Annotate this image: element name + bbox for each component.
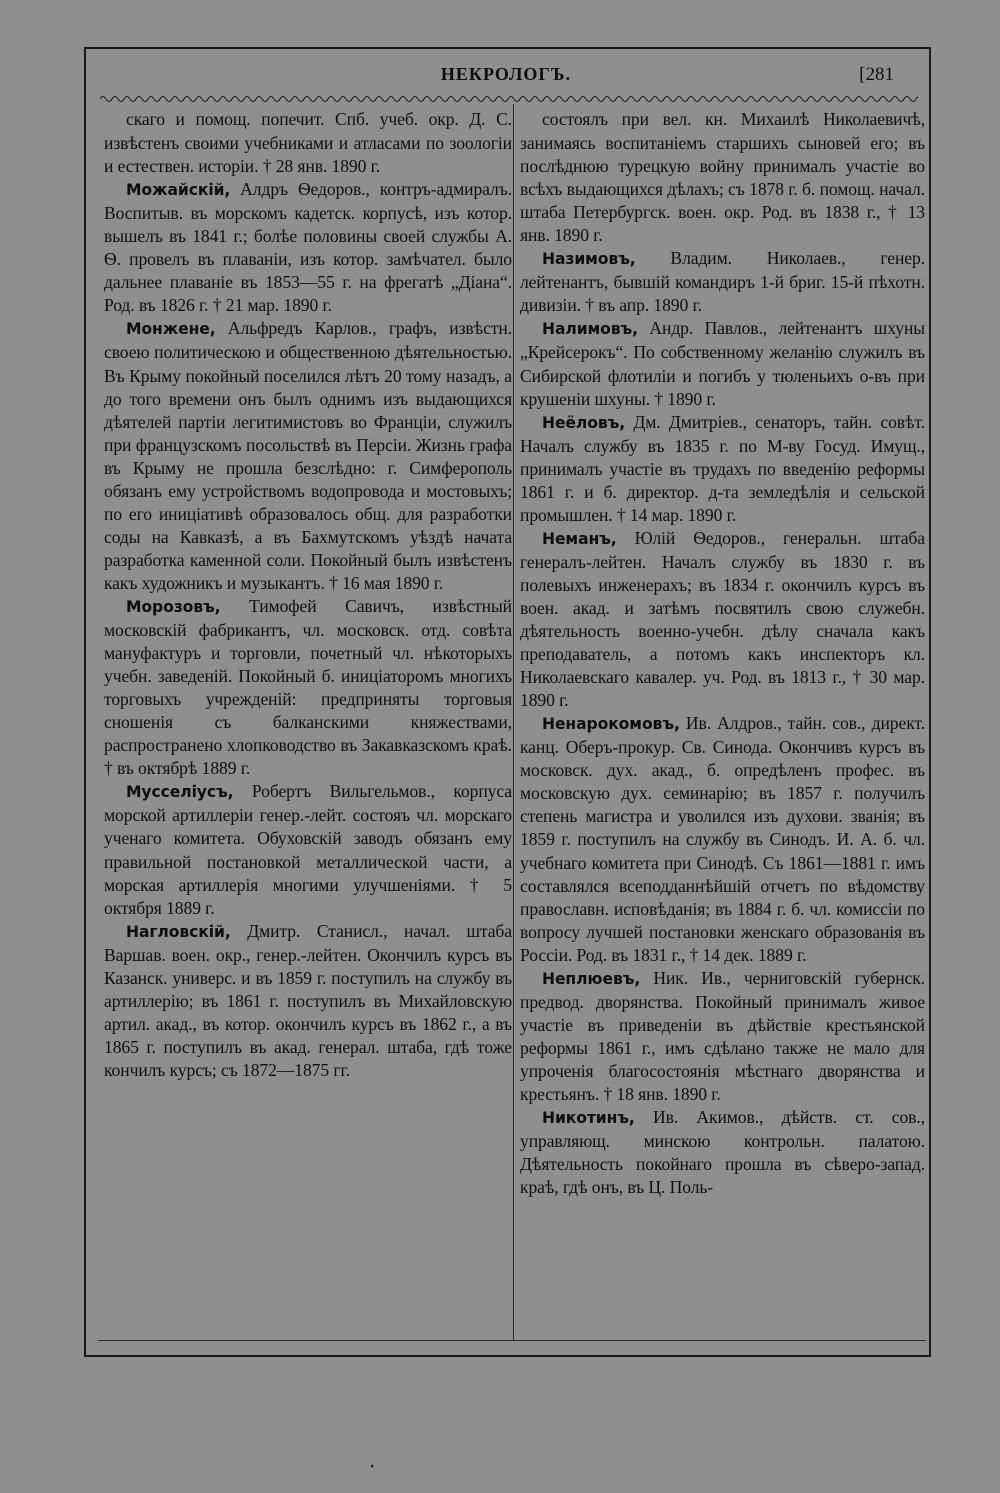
header-wavy-rule [100,92,918,106]
entry-name: Неманъ, [542,529,617,548]
entry-text: Робертъ Вильгельмов., корпуса морской артиллеріи генер.-лейт. состояъ чл. морскаго ученаго комитета. Обуховскій заводъ обязанъ ему правильной постановкой металлической части, а морская артиллерія многими улучшеніями. † 5 октября 1889 г. [104,781,512,918]
entry-text: Дмитр. Станисл., начал. штаба Варшав. воен. окр., генер.-лейтен. Окончилъ курсъ въ Казанск. универс. и въ 1859 г. поступилъ на службу въ артиллерію; въ 1861 г. поступилъ въ Михайловскую артил. акад., въ котор. окончилъ курсъ въ 1862 г., а въ 1865 г. поступилъ въ акад. генерал. штаба, гдѣ тоже кончилъ курсъ; съ 1872—1875 гг. [104,920,512,1080]
obituary-entry [520,712,925,967]
page-number: [281 [859,64,894,85]
entry-text: Владим. Николаев., генер. лейтенантъ, бывшій командиръ 1-й бриг. 15-й пѣхотн. дивизіи. † въ апр. 1890 г. [520,248,925,316]
entry-text: Алдръ Ѳедоров., контръ-адмиралъ. Воспитыв. въ морскомъ кадетск. корпусѣ, изъ котор. вышелъ въ 1841 г.; болѣе половины своей службы А. Ѳ. провелъ въ плаваніи, изъ котор. замѣчател. было дальнее плаваніе въ 1853—55 г. на фрегатѣ „Діана“. Род. въ 1826 г. † 21 мар. 1890 г. [104,179,512,316]
obituary-entry [520,247,925,317]
entry-name: Нагловскій, [126,922,231,941]
entry-name [104,111,126,129]
right-column [520,108,925,1199]
entry-text: Юлій Ѳедоров., генеральн. штаба генералъ-лейтен. Началъ службу въ 1830 г. въ полевыхъ инженерахъ; въ 1834 г. окончилъ курсъ въ воен. акад. и затѣмъ посвятилъ свою служебн. дѣятельность военно-учебн. дѣлу сначала какъ преподаватель, а потомъ какъ инспекторъ кл. Николаевскаго кавалер. уч. Род. въ 1813 г., † 30 мар. 1890 г. [520,527,925,711]
entry-text: Ив. Алдров., тайн. сов., директ. канц. Оберъ-прокур. Св. Синода. Окончивъ курсъ въ московск. дух. акад., б. опредѣленъ профес. въ московскую дух. семинарію; въ 1857 г. получилъ степень магистра и уволился изъ духови. званія; въ 1859 г. поступилъ на службу въ Синодъ. И. А. б. чл. учебнаго комитета при Синодѣ. Съ 1861—1881 г. имъ составлялся всеподданнѣйшій отчетъ по вѣдомству православн. исповѣданія; въ 1884 г. б. чл. комиссіи по вопросу лучшей постановки женскаго образованія въ Россіи. Род. въ 1831 г., † 14 дек. 1889 г. [520,713,925,965]
entry-name [520,111,542,129]
obituary-entry [520,527,925,712]
entry-text: Альфредъ Карлов., графъ, извѣстн. своею политическою и общественною дѣятельностью. Въ Крыму покойный поселился лѣтъ 20 тому назадъ, а до того времени онъ былъ однимъ изъ выдающихся дѣятелей партіи легитимистовъ во Франціи, служилъ при французскомъ посольствѣ въ Персіи. Жизнь графа въ Крыму не прошла безслѣдно: г. Симферополь обязанъ ему устройствомъ водопровода и мостовыхъ; по его иниціативѣ образовалось общ. для разработки соды на Кавказѣ, а въ Бахмутскомъ уѣздѣ начата разработка каменной соли. Покойный былъ извѣстенъ какъ художникъ и музыкантъ. † 16 мая 1890 г. [104,318,512,593]
obituary-entry [104,595,512,780]
column-divider [513,104,514,1340]
entry-text: Ив. Акимов., дѣйств. ст. сов., управляющ. минскою контрольн. палатою. Дѣятельность покойнаго прошла въ сѣверо-запад. краѣ, гдѣ онъ, въ Ц. Поль- [520,1107,925,1198]
left-column [104,108,512,1082]
obituary-entry [520,317,925,410]
obituary-entry [104,317,512,595]
entry-name: Морозовъ, [126,597,221,616]
entry-name: Мусселіусъ, [126,783,234,802]
running-header [100,64,912,92]
obituary-entry [520,1106,925,1199]
bottom-rule [98,1340,926,1341]
footer-mark: ꞏ [370,1460,375,1475]
entry-name: Неплюевъ, [542,969,641,988]
entry-name: Можайскій, [126,181,231,200]
obituary-entry [104,780,512,919]
entry-text: состоялъ при вел. кн. Михаилѣ Николаевичѣ, занимаясь воспитаніемъ старшихъ сыновей его; въ послѣднюю турецкую войну принималъ участіе во всѣхъ выдающихся дѣлахъ; съ 1878 г. б. помощ. начал. штаба Петербургск. воен. окр. Род. въ 1838 г., † 13 янв. 1890 г. [520,109,925,246]
obituary-entry [520,967,925,1106]
entry-name: Монжене, [126,320,216,339]
entry-text: скаго и помощ. попечит. Спб. учеб. окр. Д. С. извѣстенъ своими учебниками и атласами по зоологіи и естествен. исторіи. † 28 янв. 1890 г. [104,109,512,177]
obituary-entry [520,411,925,527]
entry-text: Андр. Павлов., лейтенантъ шхуны „Крейсерокъ“. По собственному желанію служилъ въ Сибирской флотиліи и погибъ у тюленьихъ о-въ при крушеніи шхуны. † 1890 г. [520,318,925,409]
obituary-entry [104,178,512,317]
entry-name: Налимовъ, [542,320,638,339]
obituary-entry [104,920,512,1082]
page-title: НЕКРОЛОГЪ. [440,64,572,84]
entry-name: Ненарокомовъ, [542,715,680,734]
entry-name: Назимовъ, [542,250,636,269]
entry-name: Неёловъ, [542,413,626,432]
obituary-entry [520,108,925,247]
entry-name: Никотинъ, [542,1109,635,1128]
entry-text: Ник. Ив., черниговскій губернск. предвод. дворянства. Покойный принималъ живое участіе въ приведеніи въ дѣйствіе крестьянской реформы 1861 г., имъ сдѣлано также не мало для упроченія благосостоянія мѣстнаго дворянства и крестьянъ. † 18 янв. 1890 г. [520,967,925,1104]
entry-text: Дм. Дмитріев., сенаторъ, тайн. совѣт. Началъ службу въ 1835 г. по М-ву Госуд. Имущ., принималъ участіе въ трудахъ по введенію реформы 1861 г. и б. директор. д-та земледѣлія и сельской промышлен. † 14 мар. 1890 г. [520,411,925,525]
obituary-entry [104,108,512,178]
entry-text: Тимофей Савичъ, извѣстный московскій фабрикантъ, чл. московск. отд. совѣта мануфактуръ и торговли, почетный чл. нѣкоторыхъ учебн. заведеній. Покойный б. иниціаторомъ многихъ торговыхъ учрежденій: предприняты торговыя сношенія съ балканскими княжествами, распространено хлопководство въ Закавказскомъ краѣ. † въ октябрѣ 1889 г. [104,595,512,779]
